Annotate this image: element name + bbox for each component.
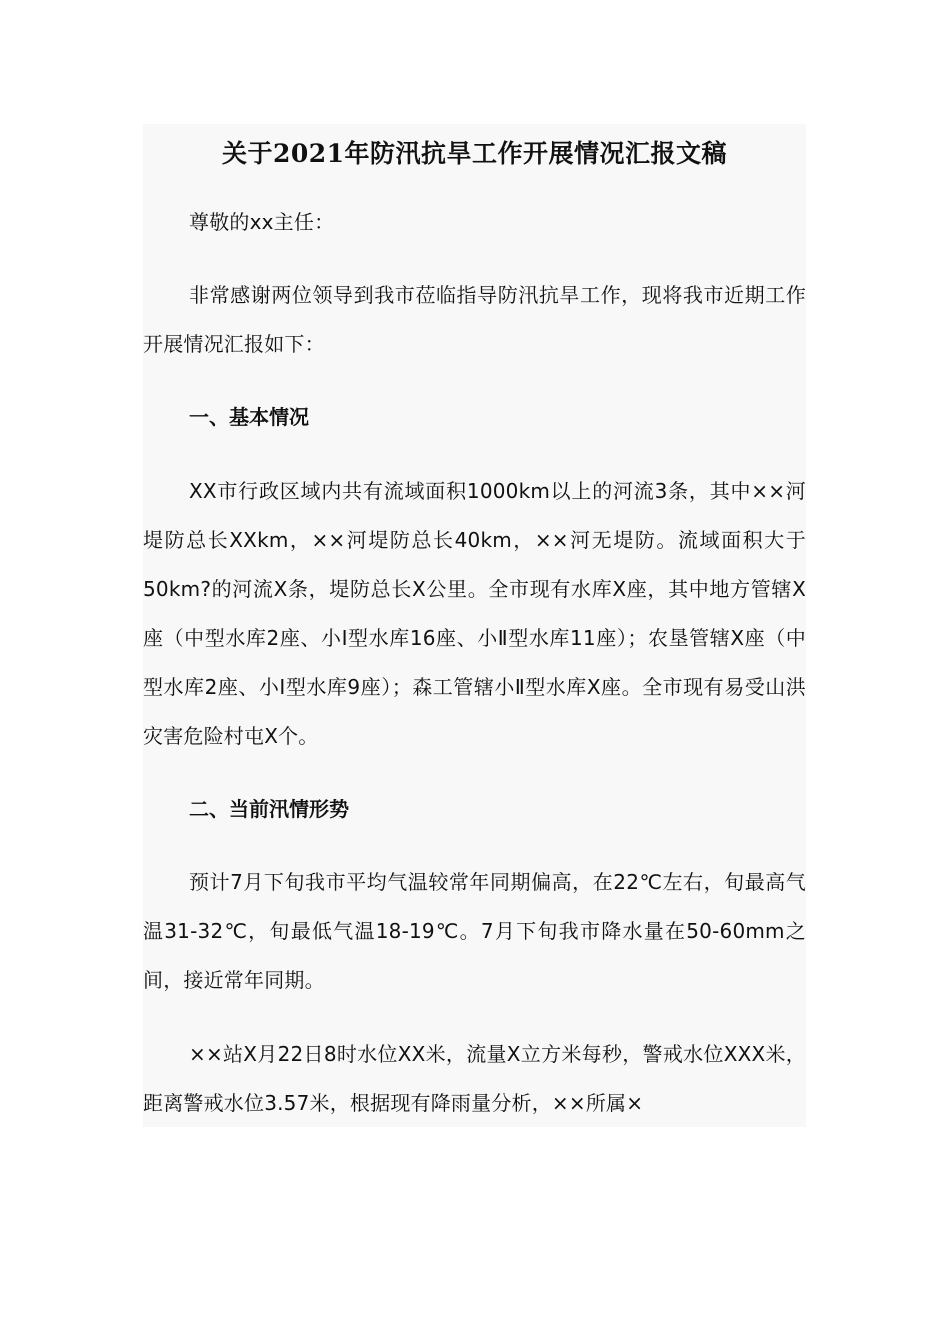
intro-paragraph: 非常感谢两位领导到我市莅临指导防汛抗旱工作，现将我市近期工作开展情况汇报如下： [143, 283, 806, 356]
document-page [143, 124, 806, 1127]
water-level-paragraph: ××站X月22日8时水位XX米，流量X立方米每秒，警戒水位XXX米，距离警戒水位3.57米，根据现有降雨量分析，××所属× [143, 1042, 806, 1115]
section-heading-flood-situation: 二、当前汛情形势 [189, 797, 349, 821]
salutation: 尊敬的xx主任： [189, 210, 335, 234]
section-heading-basic: 一、基本情况 [189, 405, 309, 429]
basic-info-paragraph: XX市行政区域内共有流域面积1000km以上的河流3条，其中××河堤防总长XXkm，××河堤防总长40km，××河无堤防。流域面积大于50km?的河流X条，堤防总长X公里。全市现有水库X座，其中地方管辖X座（中型水库2座、小Ⅰ型水库16座、小Ⅱ型水库11座）；农垦管辖X座（中型水库2座、小Ⅰ型水库9座）；森工管辖小Ⅱ型水库X座。全市现有易受山洪灾害危险村屯X个。 [143, 479, 806, 748]
weather-forecast-paragraph: 预计7月下旬我市平均气温较常年同期偏高，在22℃左右，旬最高气温31-32℃，旬最低气温18-19℃。7月下旬我市降水量在50-60mm之间，接近常年同期。 [143, 870, 806, 992]
document-title: 关于2021年防汛抗旱工作开展情况汇报文稿 [221, 139, 728, 168]
